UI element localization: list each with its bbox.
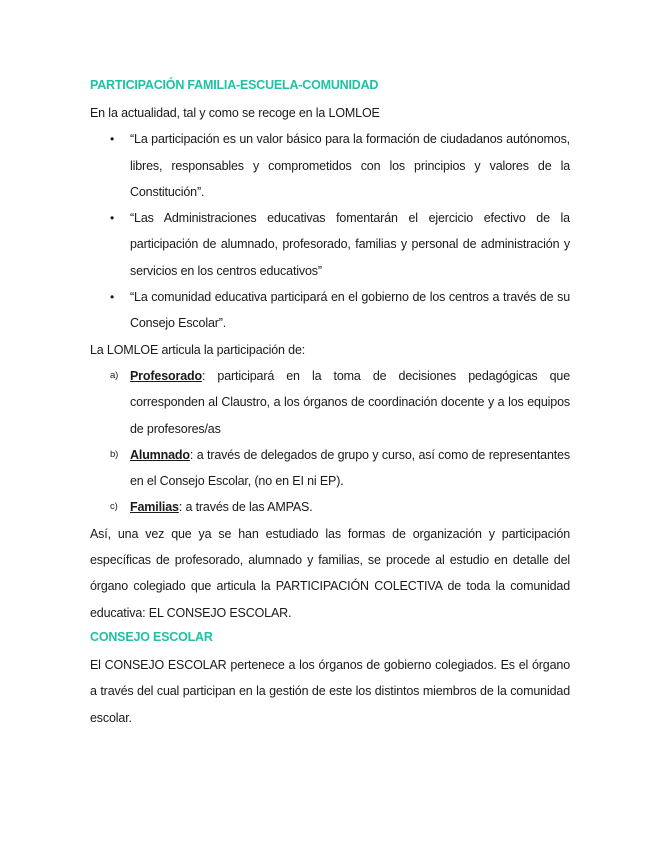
quote-item [90,284,570,337]
intro-paragraph: En la actualidad, tal y como se recoge en la LOMLOE [90,106,380,120]
quote-text: “La participación es un valor básico para la formación de ciudadanos autónomos, libres, responsables y comprometidos con los principios y valores de la Constitución”. [130,132,570,199]
quote-text: “Las Administraciones educativas fomentarán el ejercicio efectivo de la participación de alumnado, profesorado, familias y personal de administración y servicios en los centros educativos” [130,211,570,278]
document-content [90,74,570,731]
quote-item [90,126,570,205]
quote-list [90,126,570,336]
summary-paragraph: Así, una vez que ya se han estudiado las formas de organización y participación específicas de profesorado, alumnado y familias, se procede al estudio en detalle del órgano colegiado que articula la PARTICIPACIÓN COLECTIVA de toda la comunidad educativa: EL CONSEJO ESCOLAR. [90,526,570,620]
participant-term: Profesorado [130,368,202,383]
consejo-paragraph: El CONSEJO ESCOLAR pertenece a los órganos de gobierno colegiados. Es el órgano a través del cual participan en la gestión de este los distintos miembros de la comunidad escolar. [90,657,570,725]
list-marker: a) [110,369,119,381]
section-heading-consejo: CONSEJO ESCOLAR [90,629,213,644]
bullet-icon: • [110,132,115,147]
participant-text: : participará en la toma de decisiones pedagógicas que corresponden al Claustro, a los órganos de coordinación docente y a los equipos de profesores/as [130,368,570,436]
bullet-icon: • [110,290,115,305]
participant-text: : a través de las AMPAS. [178,500,313,515]
bullet-icon: • [110,211,115,226]
participant-text: : a través de delegados de grupo y curso, así como de representantes en el Consejo Escolar, (no en EI ni EP). [130,447,570,489]
quote-text: “La comunidad educativa participará en el gobierno de los centros a través de su Consejo Escolar”. [130,290,570,331]
list-marker: c) [110,501,118,513]
lomloe-intro: La LOMLOE articula la participación de: [90,342,306,357]
participant-term: Alumnado [130,447,190,462]
participant-term: Familias [130,500,179,515]
participant-item [90,494,570,520]
participant-list [90,363,570,521]
section-heading-participacion: PARTICIPACIÓN FAMILIA-ESCUELA-COMUNIDAD [90,78,379,92]
participant-item [90,363,570,442]
participant-item [90,442,570,495]
list-marker: b) [110,448,119,460]
quote-item [90,205,570,284]
